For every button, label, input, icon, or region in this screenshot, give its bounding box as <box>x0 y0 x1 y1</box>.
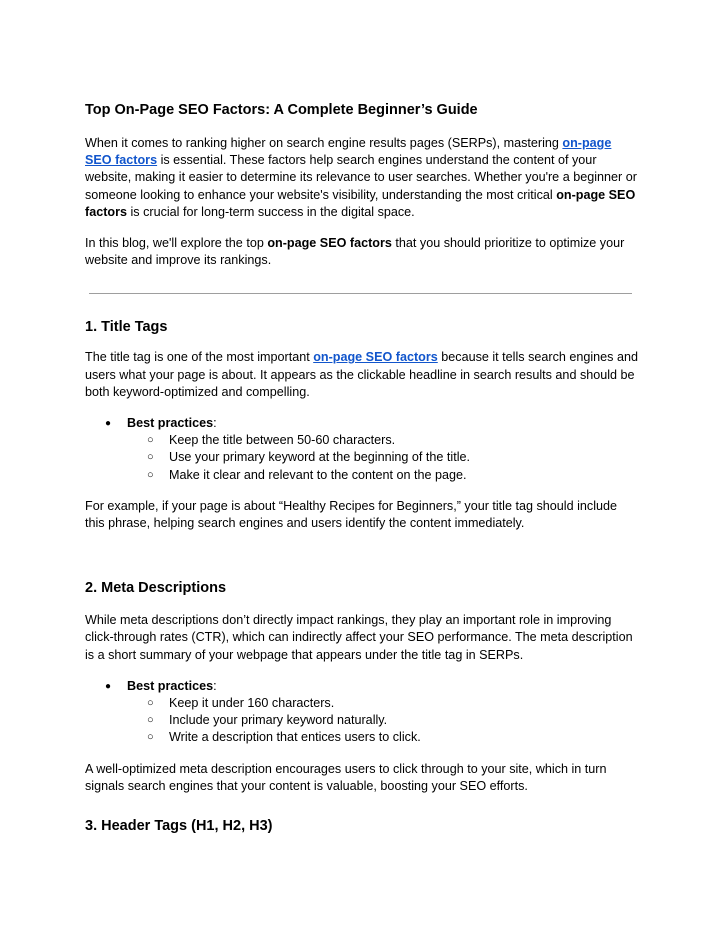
list-item <box>127 712 640 729</box>
circle-bullet-icon: ○ <box>147 434 154 447</box>
intro-p2-text-2: that you should prioritize to optimize your website and improve its rankings. <box>85 236 625 268</box>
practice-text: Make it clear and relevant to the content on the page. <box>169 467 467 482</box>
practice-text: Keep the title between 50-60 characters. <box>169 433 396 448</box>
meta-descriptions-best-practices-list <box>85 678 640 747</box>
list-item <box>127 729 640 746</box>
bullet-icon: ● <box>105 418 112 430</box>
title-tags-paragraph-2: For example, if your page is about “Healthy Recipes for Beginners,” your title tag should include this phrase, helping search engines and users identify the content immediately. <box>85 498 618 531</box>
best-practices-label: Best practices <box>127 416 214 431</box>
circle-bullet-icon: ○ <box>147 451 154 464</box>
section-heading-title-tags: 1. Title Tags <box>85 319 168 336</box>
list-item <box>127 695 640 712</box>
intro-p1-text-2: is essential. These factors help search engines understand the content of your website, making it easier to determine its relevance to user searches. Whether you're a beginner or someone looking to enhance your website's visibility, understanding the most critical <box>85 153 637 202</box>
practice-text: Use your primary keyword at the beginning of the title. <box>169 450 471 465</box>
title-tags-practices-sublist <box>127 432 640 484</box>
practice-text: Keep it under 160 characters. <box>169 696 335 711</box>
intro-p1-bold: on-page SEO factors <box>85 187 636 219</box>
practice-text: Write a description that entices users to click. <box>169 730 421 745</box>
best-practices-colon: : <box>213 416 217 431</box>
practice-text: Include your primary keyword naturally. <box>169 713 388 728</box>
list-item <box>85 415 640 484</box>
circle-bullet-icon: ○ <box>147 714 154 727</box>
meta-descriptions-paragraph-1: While meta descriptions don’t directly impact rankings, they play an important role in improving click-through rates (CTR), which can indirectly affect your SEO performance. The meta description is a short summary of your webpage that appears under the title tag in SERPs. <box>85 613 633 662</box>
on-page-seo-factors-link[interactable]: on-page SEO factors <box>85 136 612 168</box>
title-tags-best-practices-list <box>85 415 640 484</box>
intro-p1-text-1: When it comes to ranking higher on search engine results pages (SERPs), mastering <box>85 136 563 150</box>
intro-paragraph-2 <box>85 235 640 269</box>
list-item <box>85 678 640 747</box>
bullet-icon: ● <box>105 680 112 692</box>
list-item <box>127 432 640 449</box>
meta-descriptions-practices-sublist <box>127 695 640 747</box>
section-heading-meta-descriptions: 2. Meta Descriptions <box>85 580 227 597</box>
list-item <box>127 449 640 466</box>
circle-bullet-icon: ○ <box>147 731 154 744</box>
meta-descriptions-paragraph-2: A well-optimized meta description encourages users to click through to your site, which in turn signals search engines that your content is valuable, boosting your SEO efforts. <box>85 761 607 793</box>
intro-paragraph-1 <box>85 135 640 221</box>
intro-p2-bold: on-page SEO factors <box>267 236 392 251</box>
intro-p2-text-1: In this blog, we'll explore the top <box>85 236 268 251</box>
title-tags-paragraph-1 <box>85 349 640 401</box>
on-page-seo-factors-link-2[interactable]: on-page SEO factors <box>313 350 438 365</box>
title-tags-p1-text-2: because it tells search engines and users what your page is about. It appears as the clickable headline in search results and should be both keyword-optimized and compelling. <box>85 350 638 399</box>
section-heading-header-tags: 3. Header Tags (H1, H2, H3) <box>85 818 273 835</box>
list-item <box>127 467 640 484</box>
intro-p1-text-3: is crucial for long-term success in the digital space. <box>127 204 415 219</box>
best-practices-colon: : <box>213 678 217 693</box>
best-practices-label: Best practices <box>127 678 214 693</box>
circle-bullet-icon: ○ <box>147 697 154 710</box>
document-title: Top On-Page SEO Factors: A Complete Beginner’s Guide <box>85 102 478 118</box>
title-tags-p1-text-1: The title tag is one of the most important <box>85 350 314 365</box>
horizontal-divider <box>89 293 632 294</box>
document-content <box>85 100 640 836</box>
circle-bullet-icon: ○ <box>147 468 154 481</box>
